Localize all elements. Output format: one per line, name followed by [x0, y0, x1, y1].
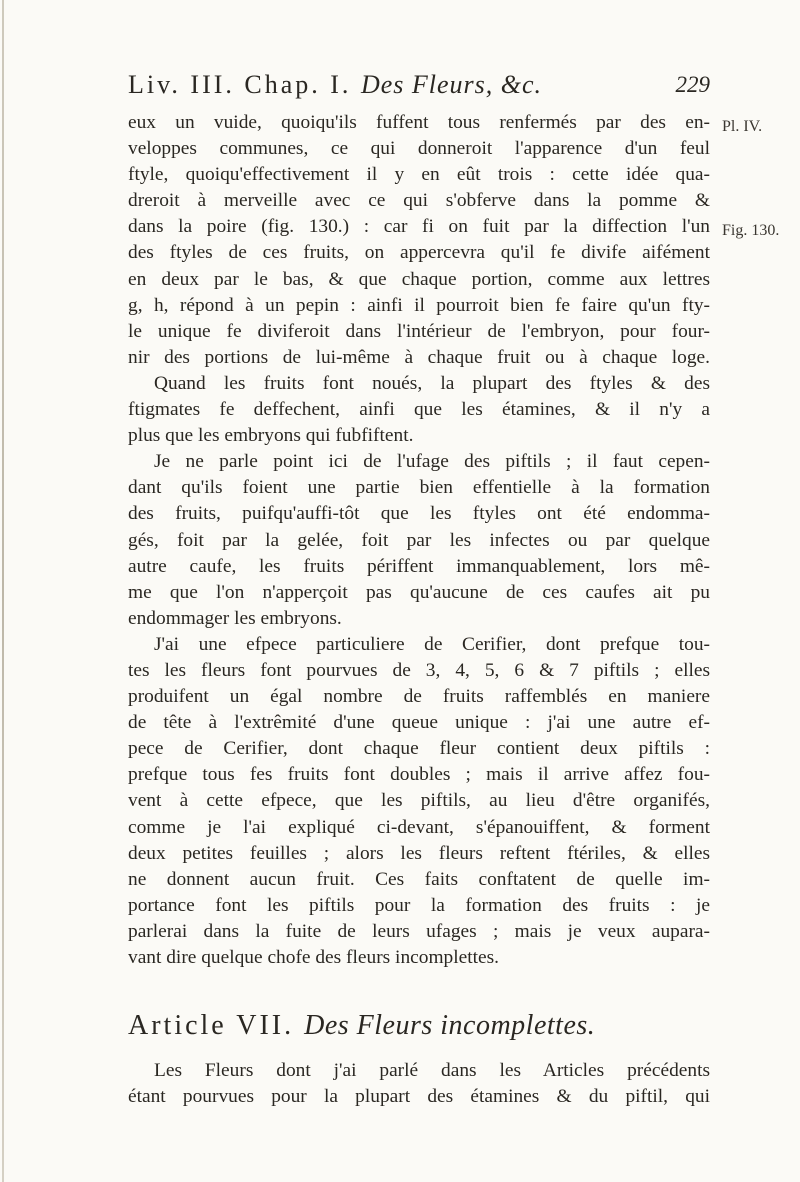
article-title: Des Fleurs incomplettes. [304, 1010, 596, 1041]
text-line: veloppes communes, ce qui donneroit l'apparence d'un feul [128, 138, 710, 160]
text-line: de tête à l'extrêmité d'une queue unique : j'ai une autre ef- [128, 712, 710, 734]
running-header [128, 70, 710, 110]
text-line: des fruits, puifqu'auffi-tôt que les ftyles ont été endomma- [128, 503, 710, 525]
page-edge-shadow [2, 0, 4, 1182]
text-line: ne donnent aucun fruit. Ces faits conftatent de quelle im- [128, 868, 710, 890]
article-heading [128, 1010, 710, 1042]
text-line: des ftyles de ces fruits, on appercevra qu'il fe divife aifément [128, 242, 710, 264]
text-line: deux petites feuilles ; alors les fleurs reftent ftériles, & elles [128, 842, 710, 864]
text-line: dreroit à merveille avec ce qui s'obferve dans la pomme & [128, 190, 710, 212]
text-line: g, h, répond à un pepin : ainfi il pourroit bien fe faire qu'un fty- [128, 294, 710, 316]
text-line: pece de Cerifier, dont chaque fleur contient deux piftils : [128, 738, 710, 760]
text-line: comme je l'ai expliqué ci-devant, s'épanouiffent, & forment [128, 816, 710, 838]
text-line: produifent un égal nombre de fruits raffemblés en maniere [128, 686, 710, 708]
text-line: portance font les piftils pour la formation des fruits : je [128, 894, 710, 916]
text-line: vent à cette efpece, que les piftils, au lieu d'être organifés, [128, 790, 710, 812]
text-line: ftigmates fe deffechent, ainfi que les étamines, & il n'y a [128, 399, 710, 421]
text-line: étant pourvues pour la plupart des étamines & du piftil, qui [128, 1086, 710, 1108]
text-line: parlerai dans la fuite de leurs ufages ; mais je veux aupara- [128, 920, 710, 942]
body-text [128, 110, 710, 971]
article-body [128, 1058, 710, 1110]
margin-note-plate: Pl. IV. [722, 118, 763, 135]
text-line: me que l'on n'apperçoit pas qu'aucune de ces caufes ait pu [128, 581, 710, 603]
text-line: prefque tous fes fruits font doubles ; mais il arrive affez fou- [128, 764, 710, 786]
text-line: plus que les embryons qui fubfiftent. [128, 425, 414, 447]
text-line: endommager les embryons. [128, 607, 342, 629]
text-line: tes les fleurs font pourvues de 3, 4, 5, 6 & 7 piftils ; elles [128, 659, 710, 681]
text-line: le unique fe diviferoit dans l'intérieur de l'embryon, pour four- [128, 320, 710, 342]
margin-note-figure: Fig. 130. [722, 222, 780, 239]
text-line: gés, foit par la gelée, foit par les infectes ou par quelque [128, 529, 710, 551]
text-line: ftyle, quoiqu'effectivement il y en eût trois : cette idée qua- [128, 164, 710, 186]
text-line: Quand les fruits font noués, la plupart des ftyles & des [154, 372, 710, 394]
text-line: dans la poire (fig. 130.) : car fi on fuit par la diffection l'un [128, 216, 710, 238]
text-line: Je ne parle point ici de l'ufage des piftils ; il faut cepen- [154, 451, 710, 473]
text-line: eux un vuide, quoiqu'ils fuffent tous renfermés par des en- [128, 112, 710, 133]
running-head-chapter: Liv. III. Chap. I. [128, 70, 352, 99]
text-line: vant dire quelque chofe des fleurs incomplettes. [128, 947, 499, 968]
text-line: J'ai une efpece particuliere de Cerifier, dont prefque tou- [154, 633, 710, 655]
text-line: nir des portions de lui-même à chaque fruit ou à chaque loge. [128, 346, 710, 368]
article-number: Article VII. [128, 1010, 295, 1041]
text-line: Les Fleurs dont j'ai parlé dans les Articles précédents [154, 1060, 710, 1081]
text-line: autre caufe, les fruits périffent immanquablement, lors mê- [128, 555, 710, 577]
text-line: en deux par le bas, & que chaque portion, comme aux lettres [128, 268, 710, 290]
text-line: dant qu'ils foient une partie bien effentielle à la formation [128, 477, 710, 499]
running-head-title: Des Fleurs, &c. [360, 70, 543, 99]
page-number: 229 [675, 72, 710, 97]
